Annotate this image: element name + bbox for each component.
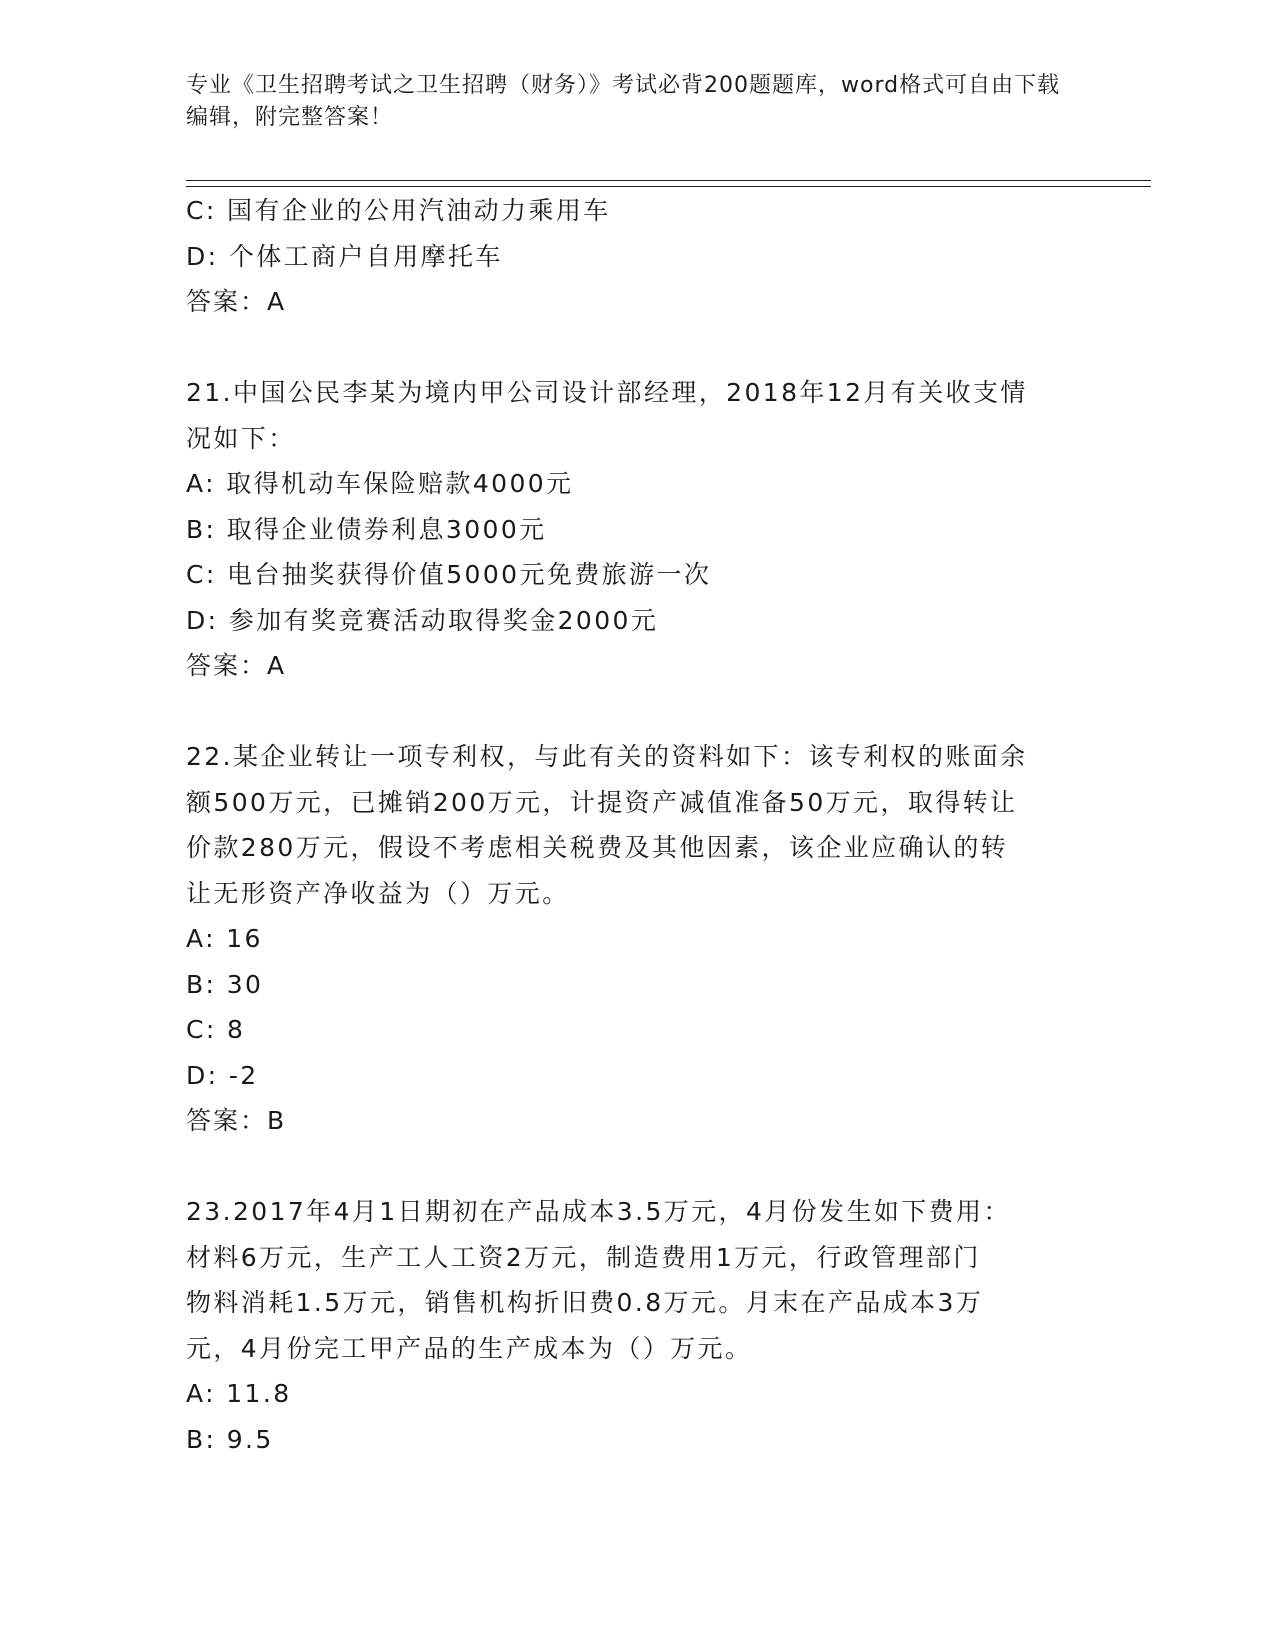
option-line: C: 国有企业的公用汽油动力乘用车 bbox=[186, 196, 611, 225]
option-line: D: -2 bbox=[186, 1060, 259, 1090]
question-text-line: 物料消耗1.5万元，销售机构折旧费0.8万元。月末在产品成本3万 bbox=[186, 1288, 984, 1317]
question-text-line: 21.中国公民李某为境内甲公司设计部经理，2018年12月有关收支情 bbox=[186, 378, 1028, 407]
option-line: A: 11.8 bbox=[186, 1379, 292, 1408]
question-content bbox=[186, 188, 1086, 1462]
option-line: C: 8 bbox=[186, 1015, 246, 1044]
question-text-line: 额500万元，已摊销200万元，计提资产减值准备50万元，取得转让 bbox=[186, 787, 1018, 817]
question-text-line: 22.某企业转让一项专利权，与此有关的资料如下：该专利权的账面余 bbox=[186, 742, 1028, 771]
answer-line: 答案：B bbox=[186, 1106, 287, 1135]
answer-line: 答案：A bbox=[186, 651, 287, 680]
option-line: A: 16 bbox=[186, 924, 263, 953]
answer-line: 答案：A bbox=[186, 287, 287, 316]
option-line: D: 参加有奖竞赛活动取得奖金2000元 bbox=[186, 605, 659, 635]
question-text-line: 元，4月份完工甲产品的生产成本为（）万元。 bbox=[186, 1333, 753, 1363]
option-line: C: 电台抽奖获得价值5000元免费旅游一次 bbox=[186, 560, 712, 589]
option-line: B: 取得企业债券利息3000元 bbox=[186, 514, 547, 544]
header-divider-bottom bbox=[186, 186, 1151, 187]
question-text-line: 材料6万元，生产工人工资2万元，制造费用1万元，行政管理部门 bbox=[186, 1242, 981, 1272]
spacer bbox=[186, 689, 1086, 735]
question-text-line: 价款280万元，假设不考虑相关税费及其他因素，该企业应确认的转 bbox=[186, 833, 1009, 862]
option-line: A: 取得机动车保险赔款4000元 bbox=[186, 469, 574, 498]
option-line: B: 9.5 bbox=[186, 1424, 274, 1454]
option-line: B: 30 bbox=[186, 969, 264, 999]
option-line: D: 个体工商户自用摩托车 bbox=[186, 241, 503, 271]
document-header: 专业《卫生招聘考试之卫生招聘（财务）》考试必背200题题库，word格式可自由下载编辑，附完整答案！ bbox=[186, 73, 1061, 130]
spacer bbox=[186, 325, 1086, 371]
question-text-line: 况如下： bbox=[186, 423, 296, 453]
spacer bbox=[186, 1144, 1086, 1190]
question-text-line: 让无形资产净收益为（）万元。 bbox=[186, 878, 570, 908]
header-divider-top bbox=[186, 180, 1151, 181]
question-text-line: 23.2017年4月1日期初在产品成本3.5万元，4月份发生如下费用： bbox=[186, 1197, 1011, 1226]
